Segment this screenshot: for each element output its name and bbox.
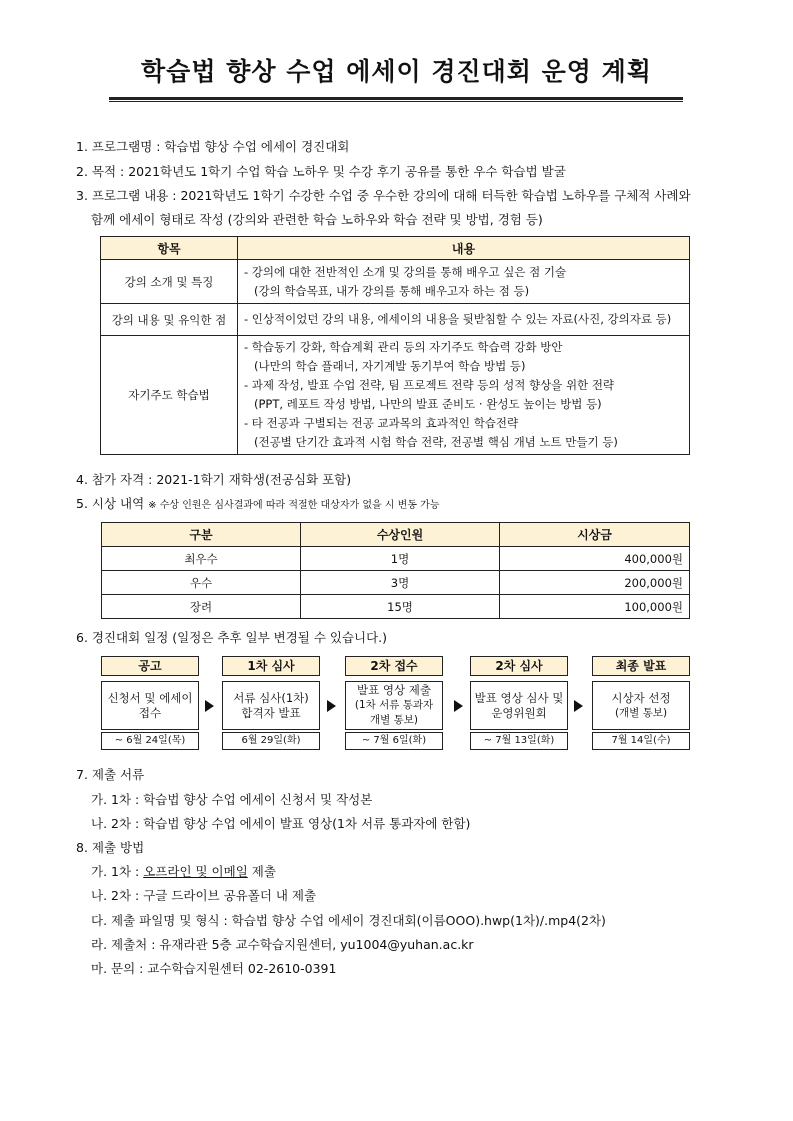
- schedule-step-line: 서류 심사(1차): [233, 690, 309, 705]
- row-line: - 인상적이었던 강의 내용, 에세이의 내용을 뒷받침할 수 있는 자료(사진, 강의자료 등): [244, 312, 672, 326]
- schedule-step-line: 접수: [138, 705, 162, 720]
- award-count: 3명: [301, 571, 500, 595]
- schedule-step-line: 시상자 선정: [611, 690, 671, 705]
- item-awards-label: 5. 시상 내역: [76, 496, 145, 511]
- page-title: 학습법 향상 수업 에세이 경진대회 운영 계획: [141, 57, 652, 86]
- schedule-step-second-submission: [345, 656, 443, 750]
- award-prize: 400,000원: [500, 547, 690, 571]
- schedule-step-line: 발표 영상 심사 및: [474, 690, 564, 705]
- row-label: 강의 내용 및 유익한 점: [101, 304, 238, 336]
- award-count: 15명: [301, 595, 500, 619]
- schedule-step-body: [222, 681, 320, 730]
- schedule-step-title: 1차 심사: [222, 656, 320, 676]
- table-row: [101, 260, 690, 304]
- item-method-first-prefix: 가. 1차 :: [91, 864, 144, 879]
- award-category: 우수: [102, 571, 301, 595]
- row-line: - 타 전공과 구별되는 전공 교과목의 효과적인 학습전략: [244, 416, 519, 430]
- schedule-step-date: 7월 14일(수): [592, 732, 690, 750]
- item-method-first: [91, 862, 276, 880]
- content-table: [100, 236, 690, 455]
- item-awards: [76, 494, 440, 512]
- row-line: (강의 학습목표, 내가 강의를 통해 배우고자 하는 점 등): [254, 283, 530, 298]
- schedule-step-announcement: [101, 656, 199, 750]
- right-triangle-arrow-icon: [205, 700, 214, 712]
- right-triangle-arrow-icon: [574, 700, 583, 712]
- table-row: [102, 547, 690, 571]
- item-method: 8. 제출 방법: [76, 840, 145, 855]
- item-method-destination: 라. 제출처 : 유재라관 5층 교수학습지원센터, yu1004@yuhan.ac.kr: [91, 937, 474, 952]
- schedule-step-line: (1차 서류 통과자: [354, 699, 434, 711]
- content-table-header: [101, 237, 690, 260]
- item-documents-second: 나. 2차 : 학습법 향상 수업 에세이 발표 영상(1차 서류 통과자에 한함): [91, 816, 471, 831]
- schedule-step-title: 2차 접수: [345, 656, 443, 676]
- schedule-step-body: [101, 681, 199, 730]
- item-method-second: 나. 2차 : 구글 드라이브 공유폴더 내 제출: [91, 888, 317, 903]
- award-prize: 200,000원: [500, 571, 690, 595]
- content-table-header-content: 내용: [238, 237, 690, 260]
- award-count: 1명: [301, 547, 500, 571]
- award-prize: 100,000원: [500, 595, 690, 619]
- item-awards-note: ※ 수상 인원은 심사결과에 따라 적절한 대상자가 없을 시 변동 가능: [148, 500, 440, 511]
- item-purpose: 2. 목적 : 2021학년도 1학기 수업 학습 노하우 및 수강 후기 공유를 통한 우수 학습법 발굴: [76, 164, 566, 179]
- item-method-first-underlined: 오프라인 및 이메일: [143, 864, 248, 879]
- item-eligibility: 4. 참가 자격 : 2021-1학기 재학생(전공심화 포함): [76, 472, 352, 487]
- schedule-step-date: ~ 7월 13일(화): [470, 732, 568, 750]
- item-schedule: 6. 경진대회 일정 (일정은 추후 일부 변경될 수 있습니다.): [76, 630, 388, 645]
- table-row: [102, 595, 690, 619]
- award-header-count: 수상인원: [301, 523, 500, 547]
- row-content: [238, 260, 690, 304]
- schedule-step-date: 6월 29일(화): [222, 732, 320, 750]
- schedule-step-line: 개별 통보): [369, 714, 418, 726]
- schedule-step-date: ~ 6월 24일(목): [101, 732, 199, 750]
- schedule-step-first-review: [222, 656, 320, 750]
- row-content: [238, 336, 690, 455]
- row-line: (나만의 학습 플래너, 자기계발 동기부여 학습 방법 등): [254, 359, 526, 373]
- row-label: 강의 소개 및 특징: [101, 260, 238, 304]
- award-category: 최우수: [102, 547, 301, 571]
- item-method-filename: 다. 제출 파일명 및 형식 : 학습법 향상 수업 에세이 경진대회(이름OOO).hwp(1차)/.mp4(2차): [91, 913, 606, 928]
- row-line: - 과제 작성, 발표 수업 전략, 팀 프로젝트 전략 등의 성적 향상을 위한 전략: [244, 378, 615, 392]
- row-line: - 학습동기 강화, 학습계획 관리 등의 자기주도 학습력 강화 방안: [244, 340, 563, 354]
- schedule-step-date: ~ 7월 6일(화): [345, 732, 443, 750]
- item-method-contact: 마. 문의 : 교수학습지원센터 02-2610-0391: [91, 961, 337, 976]
- schedule-step-line: 신청서 및 에세이: [107, 690, 193, 705]
- row-line: (PPT, 레포트 작성 방법, 나만의 발표 준비도 · 완성도 높이는 방법 등): [254, 397, 602, 411]
- schedule-step-line: 합격자 발표: [241, 705, 301, 720]
- item-program-name: 1. 프로그램명 : 학습법 향상 수업 에세이 경진대회: [76, 139, 350, 154]
- row-label: 자기주도 학습법: [101, 336, 238, 455]
- content-table-header-item: 항목: [101, 237, 238, 260]
- table-row: [101, 304, 690, 336]
- row-line: (전공별 단기간 효과적 시험 학습 전략, 전공별 핵심 개념 노트 만들기 등): [254, 435, 618, 449]
- row-content: [238, 304, 690, 336]
- schedule-step-body: [345, 681, 443, 730]
- schedule-step-body: [470, 681, 568, 730]
- schedule-step-title: 2차 심사: [470, 656, 568, 676]
- award-category: 장려: [102, 595, 301, 619]
- right-triangle-arrow-icon: [327, 700, 336, 712]
- schedule-step-title: 공고: [101, 656, 199, 676]
- award-table-header: [102, 523, 690, 547]
- title-underline-thin: [109, 101, 683, 102]
- award-table: [101, 522, 690, 619]
- right-triangle-arrow-icon: [454, 700, 463, 712]
- schedule-step-final-announcement: [592, 656, 690, 750]
- item-method-first-suffix: 제출: [247, 864, 276, 879]
- award-header-category: 구분: [102, 523, 301, 547]
- item-content-line1: 3. 프로그램 내용 : 2021학년도 1학기 수강한 수업 중 우수한 강의에 대해 터득한 학습법 노하우를 구체적 사례와: [76, 188, 691, 203]
- schedule-step-line: 발표 영상 제출: [357, 683, 431, 697]
- title-underline-thick: [109, 97, 683, 100]
- row-line: - 강의에 대한 전반적인 소개 및 강의를 통해 배우고 싶은 점 기술: [244, 264, 567, 279]
- table-row: [102, 571, 690, 595]
- item-content-line2: 함께 에세이 형태로 작성 (강의와 관련한 학습 노하우와 학습 전략 및 방법, 경험 등): [91, 212, 543, 227]
- table-row: [101, 336, 690, 455]
- schedule-step-second-review: [470, 656, 568, 750]
- schedule-step-line: 운영위원회: [491, 705, 547, 720]
- item-documents: 7. 제출 서류: [76, 767, 145, 782]
- schedule-step-line: (개별 통보): [614, 706, 668, 719]
- item-documents-first: 가. 1차 : 학습법 향상 수업 에세이 신청서 및 작성본: [91, 792, 373, 807]
- schedule-step-body: [592, 681, 690, 730]
- schedule-step-title: 최종 발표: [592, 656, 690, 676]
- award-header-prize: 시상금: [500, 523, 690, 547]
